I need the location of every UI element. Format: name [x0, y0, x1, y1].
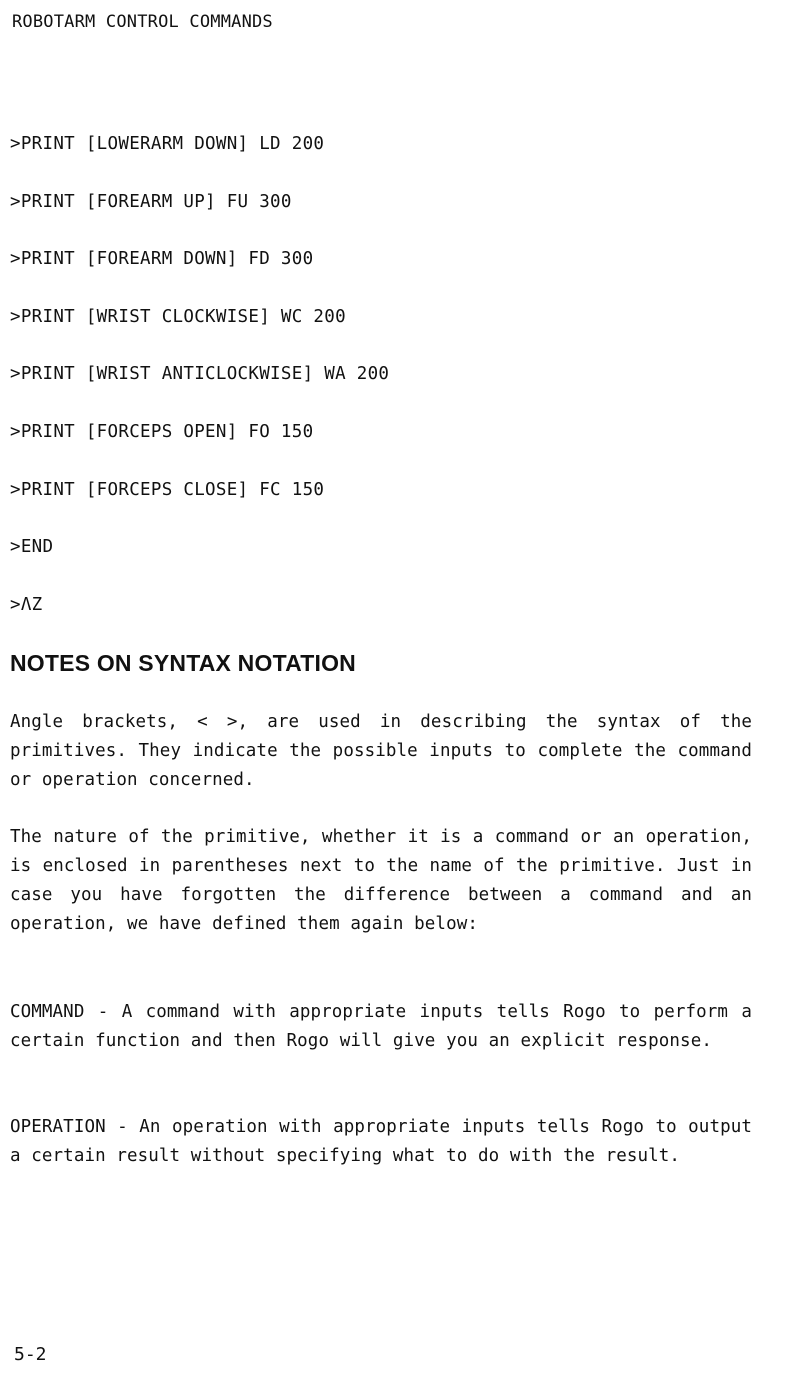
command-line: >PRINT [FORCEPS CLOSE] FC 150 [10, 479, 325, 500]
page-header-title: ROBOTARM CONTROL COMMANDS [12, 12, 273, 32]
command-line: >PRINT [LOWERARM DOWN] LD 200 [10, 134, 325, 154]
command-line: >ΛZ [10, 594, 43, 615]
paragraph-command-definition: COMMAND - A command with appropriate inputs tells Rogo to perform a certain function and then Rogo will give you an explicit response. [10, 1002, 752, 1051]
command-line: >PRINT [WRIST ANTICLOCKWISE] WA 200 [10, 364, 390, 385]
paragraph-primitive-nature: The nature of the primitive, whether it is a command or an operation, is enclosed in parentheses next to the name of the primitive. Just in case you have forgotten the difference between a command and an operation, we have defined them again below: [10, 827, 752, 934]
command-line: >PRINT [WRIST CLOCKWISE] WC 200 [10, 306, 346, 327]
command-line: >PRINT [FOREARM DOWN] FD 300 [10, 249, 314, 270]
command-listing [10, 132, 389, 650]
command-line: >PRINT [FOREARM UP] FU 300 [10, 191, 292, 212]
paragraph-operation-definition: OPERATION - An operation with appropriate inputs tells Rogo to output a certain result without specifying what to do with the result. [10, 1117, 752, 1166]
page-number: 5-2 [14, 1344, 47, 1365]
paragraph-angle-brackets: Angle brackets, < >, are used in describing the syntax of the primitives. They indicate the possible inputs to complete the command or operation concerned. [10, 712, 752, 790]
command-line: >PRINT [FORCEPS OPEN] FO 150 [10, 421, 314, 442]
command-line: >END [10, 537, 54, 558]
section-heading: NOTES ON SYNTAX NOTATION [10, 650, 356, 676]
